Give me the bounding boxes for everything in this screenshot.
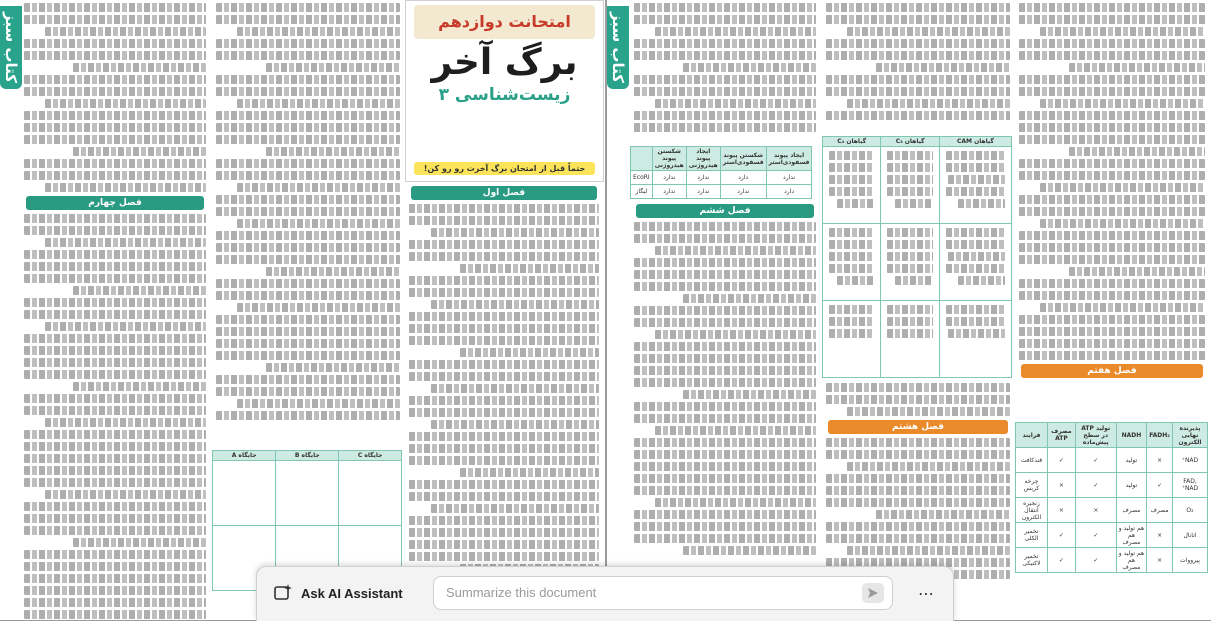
table-header: جایگاه B bbox=[276, 451, 339, 461]
table-header: ایجاد پیوند هیدروژنی bbox=[686, 147, 720, 171]
table-cell: ✓ bbox=[1047, 523, 1075, 548]
row-label: قندکافت bbox=[1016, 448, 1048, 473]
table-row bbox=[1016, 523, 1208, 548]
brand-logo: کتاب سبز bbox=[607, 6, 629, 89]
table-cell: ✓ bbox=[1075, 523, 1116, 548]
plant-comparison-table bbox=[822, 136, 1012, 378]
ask-ai-assistant-button[interactable] bbox=[265, 579, 425, 607]
table-cell: تولید bbox=[1116, 448, 1147, 473]
send-button[interactable] bbox=[862, 583, 884, 603]
table-cell: ✓ bbox=[1075, 448, 1116, 473]
row-label: زنجیره انتقال الکترون bbox=[1016, 498, 1048, 523]
row-label: چرخه کربس bbox=[1016, 473, 1048, 498]
table-cell: ندارد bbox=[652, 171, 686, 185]
table-header: گیاهان CAM bbox=[939, 137, 1011, 147]
table-cell: ✓ bbox=[1075, 548, 1116, 573]
table-cell: NAD⁺ bbox=[1172, 448, 1207, 473]
table-cell: × bbox=[1147, 523, 1173, 548]
table-cell: مصرف bbox=[1147, 498, 1173, 523]
cover-title: برگ آخر bbox=[431, 42, 578, 83]
more-options-button[interactable]: ⋯ bbox=[918, 583, 934, 603]
table-cell: × bbox=[1075, 498, 1116, 523]
right-page-column-1 bbox=[630, 0, 820, 620]
section-heading: فصل چهارم bbox=[26, 196, 204, 210]
ask-ai-assistant-label: Ask AI Assistant bbox=[301, 585, 403, 601]
table-cell: × bbox=[1147, 448, 1173, 473]
table-cell bbox=[939, 224, 1011, 301]
send-icon bbox=[867, 587, 879, 599]
table-cell: مصرف bbox=[1116, 498, 1147, 523]
table-cell: ✓ bbox=[1075, 473, 1116, 498]
table-cell: × bbox=[1047, 473, 1075, 498]
cover-banner bbox=[414, 5, 595, 39]
table-cell bbox=[939, 147, 1011, 224]
table-header: تولید ATP در سطح پیش‌ماده bbox=[1075, 423, 1116, 448]
table-cell: ندارد bbox=[766, 171, 812, 185]
table-cell: دارد bbox=[720, 171, 766, 185]
table-row bbox=[631, 171, 812, 185]
cover-tagline: حتماً قبل از امتحان برگ آخرت رو رو کن! bbox=[414, 162, 595, 175]
table-cell: اتانال bbox=[1172, 523, 1207, 548]
restriction-enzyme-table bbox=[630, 146, 812, 199]
table-cell: ندارد bbox=[652, 185, 686, 199]
section-heading: فصل هفتم bbox=[1021, 364, 1203, 378]
table-cell bbox=[823, 301, 881, 378]
summarize-input[interactable] bbox=[434, 577, 858, 607]
table-cell: ندارد bbox=[686, 171, 720, 185]
table-row bbox=[1016, 473, 1208, 498]
table-cell: ندارد bbox=[720, 185, 766, 199]
table-header: پذیرنده نهایی الکترون bbox=[1172, 423, 1207, 448]
table-cell bbox=[881, 301, 939, 378]
table-cell: × bbox=[1147, 548, 1173, 573]
row-label: EcoRI bbox=[631, 171, 653, 185]
table-header: شکستن پیوند هیدروژنی bbox=[652, 147, 686, 171]
table-header: شکستن پیوند فسفودی‌استر bbox=[720, 147, 766, 171]
section-heading: فصل هشتم bbox=[828, 420, 1008, 434]
brand-logo: کتاب سبز bbox=[0, 6, 22, 89]
cellular-respiration-table bbox=[1015, 422, 1208, 573]
table-cell bbox=[823, 147, 881, 224]
table-cell bbox=[881, 224, 939, 301]
cover-card bbox=[405, 0, 604, 182]
table-cell bbox=[339, 461, 402, 526]
table-cell: FAD, NAD⁺ bbox=[1172, 473, 1207, 498]
table-header: گیاهان C₄ bbox=[823, 137, 881, 147]
table-cell: ✓ bbox=[1147, 473, 1173, 498]
table-cell bbox=[213, 461, 276, 526]
table-row bbox=[1016, 498, 1208, 523]
table-header: جایگاه A bbox=[213, 451, 276, 461]
table-header: ایجاد پیوند فسفودی‌استر bbox=[766, 147, 812, 171]
left-page-column-1 bbox=[20, 0, 210, 620]
table-header: NADH bbox=[1116, 423, 1147, 448]
table-cell: دارد bbox=[766, 185, 812, 199]
left-page-column-3 bbox=[405, 182, 603, 620]
table-row bbox=[1016, 548, 1208, 573]
table-row bbox=[1016, 448, 1208, 473]
table-cell: هم تولید و هم مصرف bbox=[1116, 548, 1147, 573]
section-heading: فصل اول bbox=[411, 186, 597, 200]
table-cell: هم تولید و هم مصرف bbox=[1116, 523, 1147, 548]
table-header: مصرف ATP bbox=[1047, 423, 1075, 448]
table-cell: ✓ bbox=[1047, 448, 1075, 473]
table-header: فرایند bbox=[1016, 423, 1048, 448]
row-label: لیگاز bbox=[631, 185, 653, 199]
table-cell bbox=[881, 147, 939, 224]
sparkle-icon bbox=[273, 583, 293, 603]
cover-subtitle: زیست‌شناسی ۳ bbox=[438, 85, 571, 105]
table-cell: ندارد bbox=[686, 185, 720, 199]
ai-assistant-toolbar bbox=[256, 566, 954, 621]
table-header: FADH₂ bbox=[1147, 423, 1173, 448]
table-header bbox=[631, 147, 653, 171]
row-label: تخمیر الکلی bbox=[1016, 523, 1048, 548]
table-cell: ✓ bbox=[1047, 548, 1075, 573]
table-header: گیاهان C₃ bbox=[881, 137, 939, 147]
table-row bbox=[631, 185, 812, 199]
table-cell: تولید bbox=[1116, 473, 1147, 498]
table-cell: پیرووات bbox=[1172, 548, 1207, 573]
row-label: تخمیر لاکتیکی bbox=[1016, 548, 1048, 573]
table-cell bbox=[276, 461, 339, 526]
table-cell bbox=[823, 224, 881, 301]
table-cell bbox=[939, 301, 1011, 378]
table-cell: × bbox=[1047, 498, 1075, 523]
table-header: جایگاه C bbox=[339, 451, 402, 461]
section-heading: فصل ششم bbox=[636, 204, 814, 218]
table-cell: O₂ bbox=[1172, 498, 1207, 523]
cover-banner-text: امتحانت دوازدهم bbox=[438, 12, 571, 31]
summarize-input-box bbox=[433, 576, 893, 610]
